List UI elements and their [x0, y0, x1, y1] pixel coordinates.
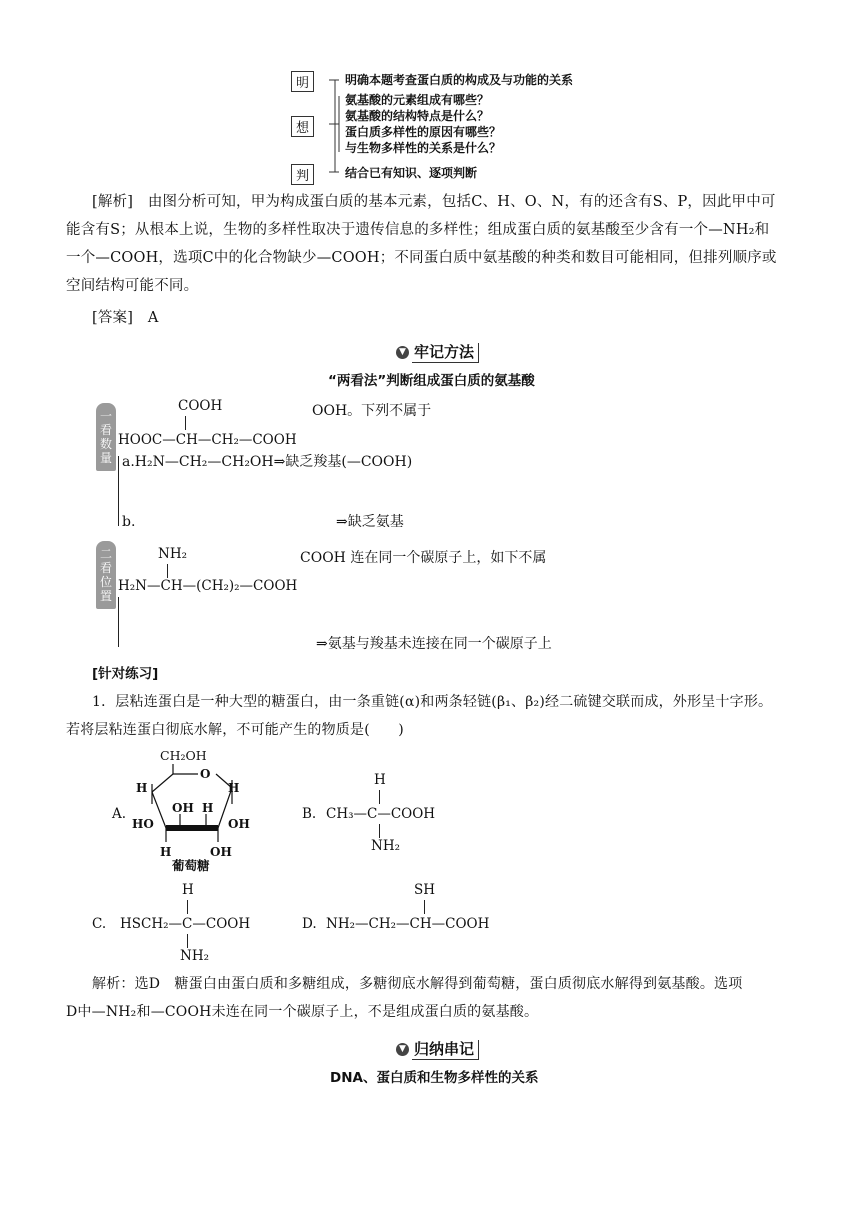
option-c-main: HSCH₂—C—COOH [120, 916, 251, 932]
option-b-main: CH₃—C—COOH [326, 806, 436, 822]
look1-bracket [118, 456, 121, 526]
svg-text:H: H [136, 781, 148, 795]
look2-formula-top: NH₂ [158, 546, 187, 562]
look1-tag [96, 403, 116, 471]
option-c-top: H [182, 882, 194, 898]
option-c-label: C. [92, 916, 107, 932]
summary-heading-label: 归纳串记 [412, 1040, 479, 1060]
option-d-bond [424, 900, 425, 914]
svg-text:H: H [228, 781, 240, 795]
svg-text:OH: OH [210, 845, 232, 859]
option-c-bottom: NH₂ [180, 948, 209, 964]
summary-heading [396, 1038, 479, 1059]
explain-line-2: D中—NH₂和—COOH未连在同一个碳原子上，不是组成蛋白质的氨基酸。 [66, 1004, 539, 1020]
look1-formula-main: HOOC—CH—CH₂—COOH [118, 432, 297, 448]
flow-tag-xiang: 想 [291, 116, 314, 137]
explain-line-1: 解析：选D 糖蛋白由蛋白质和多糖组成，多糖彻底水解得到葡萄糖，蛋白质彻底水解得到氨基酸。选项 [92, 976, 743, 992]
svg-text:OH: OH [228, 817, 250, 831]
look1-b: b. [122, 514, 136, 530]
look1-bond [185, 416, 186, 430]
practice-label: [针对练习] [92, 666, 159, 682]
look1-b-result: ⇒缺乏氨基 [336, 514, 404, 530]
option-b-label: B. [302, 806, 317, 822]
analysis-line-1: 由图分析可知，甲为构成蛋白质的基本元素，包括C、H、O、N，有的还含有S、P，因此甲中可 [147, 194, 776, 210]
look1-tag-text: 一看数量 [99, 409, 112, 465]
look2-tag-text: 二看位置 [99, 547, 112, 603]
option-b-bottom: NH₂ [371, 838, 400, 854]
method-title: “两看法”判断组成蛋白质的氨基酸 [328, 373, 535, 389]
look2-result: ⇒氨基与羧基未连接在同一个碳原子上 [316, 636, 552, 652]
look2-formula-main: H₂N—CH—(CH₂)₂—COOH [118, 578, 298, 594]
flow-xiang-line-1: 氨基酸的元素组成有哪些？ [345, 93, 490, 107]
option-d-top: SH [414, 882, 436, 898]
flow-tag-ming: 明 [291, 71, 314, 92]
look2-partial: COOH 连在同一个碳原子上，如下不属 [300, 550, 547, 566]
analysis-line-4: 空间结构可能不同。 [66, 278, 199, 294]
q1-line-1: 1．层粘连蛋白是一种大型的糖蛋白，由一条重链(α)和两条轻链(β₁、β₂)经二硫键交联而成，外形呈十字形。 [92, 694, 773, 710]
look1-formula-top: COOH [178, 398, 223, 414]
answer-label: [答案] [92, 310, 134, 326]
method-heading-label: 牢记方法 [412, 343, 479, 363]
flow-xiang-line-4: 与生物多样性的关系是什么？ [345, 141, 502, 155]
flow-xiang-line-2: 氨基酸的结构特点是什么？ [345, 109, 490, 123]
glucose-ring-structure [128, 762, 268, 862]
option-b-bond-up [379, 790, 380, 804]
option-b-bond-down [379, 824, 380, 838]
q1-line-2: 若将层粘连蛋白彻底水解，不可能产生的物质是( ) [66, 722, 404, 738]
svg-text:O: O [200, 767, 211, 781]
svg-text:HO: HO [132, 817, 154, 831]
look2-bond [167, 564, 168, 578]
flow-ming-text: 明确本题考查蛋白质的构成及与功能的关系 [345, 73, 574, 87]
svg-text:H: H [160, 845, 172, 859]
analysis-label: [解析] [92, 194, 134, 210]
look1-a: a.H₂N—CH₂—CH₂OH⇒缺乏羧基(—COOH) [122, 454, 413, 470]
option-d-label: D. [302, 916, 317, 932]
look2-tag [96, 541, 116, 609]
option-c-bond-up [187, 900, 188, 914]
chevron-down-icon: ▼ [396, 346, 409, 359]
analysis-line-3: 一个—COOH，选项C中的化合物缺少—COOH；不同蛋白质中氨基酸的种类和数目可能相同，但排列顺序或 [66, 250, 777, 266]
analysis-block [92, 188, 804, 216]
option-b-top: H [374, 772, 386, 788]
option-a-label: A. [112, 806, 127, 822]
flow-diagram [285, 66, 585, 186]
answer-value: A [147, 310, 159, 326]
chevron-down-icon: ▼ [396, 1043, 409, 1056]
option-a-caption: 葡萄糖 [172, 858, 210, 873]
look1-partial: OOH。下列不属于 [312, 403, 432, 419]
option-d-main: NH₂—CH₂—CH—COOH [326, 916, 490, 932]
method-heading [396, 341, 479, 362]
flow-tag-pan: 判 [291, 164, 314, 185]
look2-bracket [118, 597, 121, 647]
svg-text:OH: OH [172, 801, 194, 815]
svg-text:H: H [202, 801, 214, 815]
analysis-line-2: 能含有S；从根本上说，生物的多样性取决于遗传信息的多样性；组成蛋白质的氨基酸至少含有一个—NH₂和 [66, 222, 770, 238]
flow-xiang-line-3: 蛋白质多样性的原因有哪些？ [345, 125, 502, 139]
option-a-top: CH₂OH [160, 748, 207, 763]
summary-title: DNA、蛋白质和生物多样性的关系 [330, 1070, 539, 1086]
flow-pan-text: 结合已有知识、逐项判断 [345, 166, 478, 180]
answer-line [92, 304, 159, 332]
option-c-bond-down [187, 934, 188, 948]
